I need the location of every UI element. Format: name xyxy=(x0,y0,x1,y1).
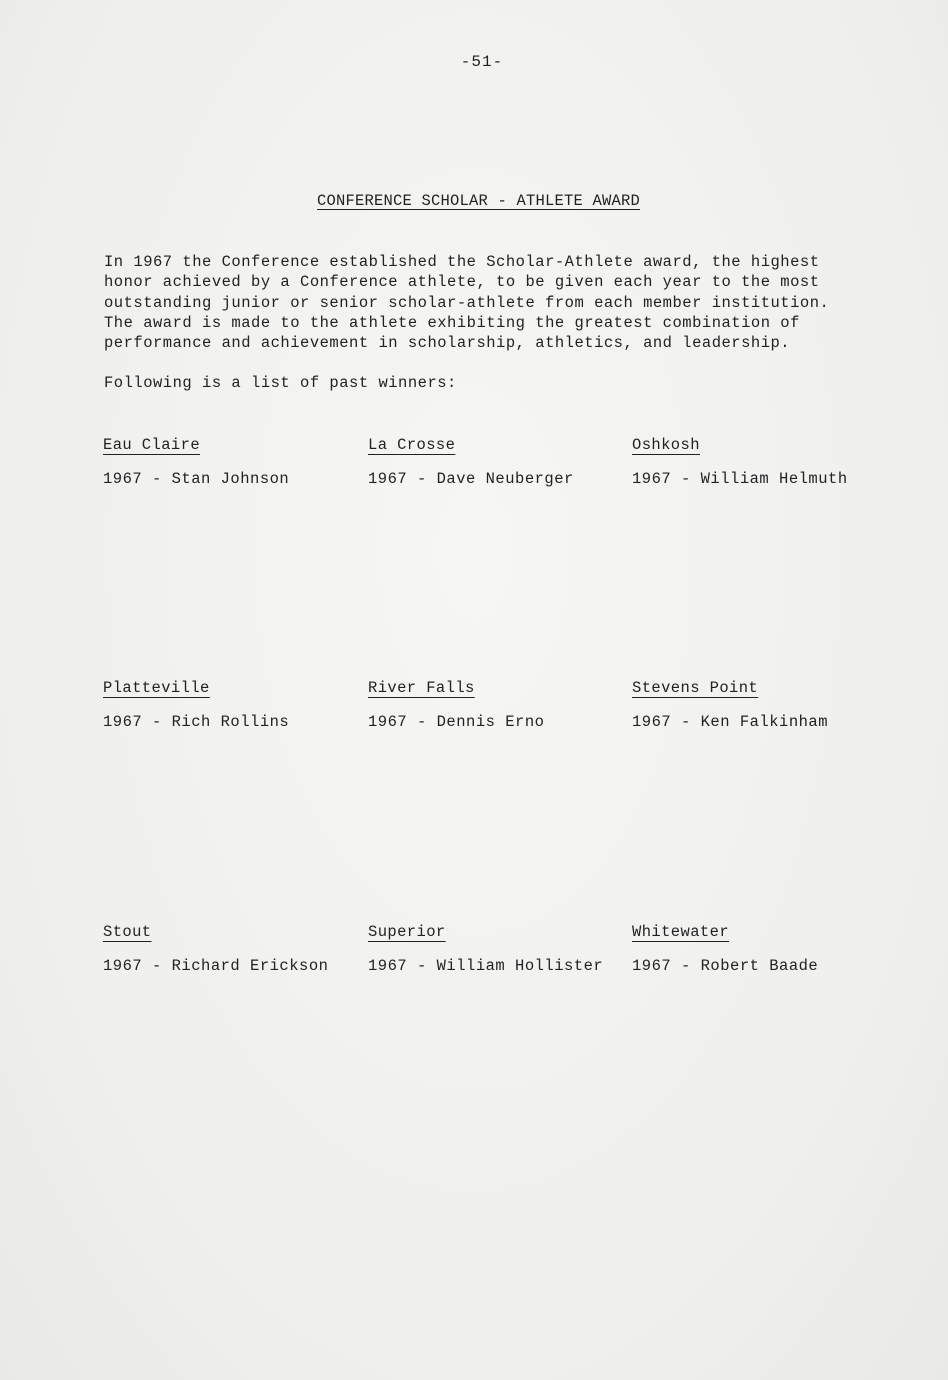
school-name: Oshkosh xyxy=(632,436,700,454)
school-name: Platteville xyxy=(103,679,210,697)
winner-entry: 1967 - Robert Baade xyxy=(632,957,819,975)
school-name: River Falls xyxy=(368,679,475,697)
winner-entry: 1967 - William Helmuth xyxy=(632,470,848,488)
school-name: Superior xyxy=(368,923,446,941)
school-superior xyxy=(368,923,628,975)
school-name: La Crosse xyxy=(368,436,456,454)
winner-entry: 1967 - Dennis Erno xyxy=(368,713,545,731)
school-name: Eau Claire xyxy=(103,436,201,454)
winner-entry: 1967 - Dave Neuberger xyxy=(368,470,574,488)
school-river-falls xyxy=(368,679,628,731)
winner-entry: 1967 - Richard Erickson xyxy=(103,957,329,975)
school-name: Whitewater xyxy=(632,923,730,941)
school-name: Stout xyxy=(103,923,152,941)
school-stevens-point xyxy=(632,679,892,731)
school-eau-claire xyxy=(103,436,363,488)
past-winners-intro: Following is a list of past winners: xyxy=(104,374,457,392)
winner-entry: 1967 - Ken Falkinham xyxy=(632,713,829,731)
winner-entry: 1967 - William Hollister xyxy=(368,957,604,975)
school-name: Stevens Point xyxy=(632,679,759,697)
intro-line: The award is made to the athlete exhibiting the greatest combination of xyxy=(104,313,800,332)
intro-line: performance and achievement in scholarship, athletics, and leadership. xyxy=(104,334,791,353)
intro-line: outstanding junior or senior scholar-athlete from each member institution. xyxy=(104,293,830,312)
school-platteville xyxy=(103,679,363,731)
winner-entry: 1967 - Stan Johnson xyxy=(103,470,290,488)
intro-line: honor achieved by a Conference athlete, to be given each year to the most xyxy=(104,273,820,292)
school-la-crosse xyxy=(368,436,628,488)
school-oshkosh xyxy=(632,436,892,488)
intro-line: In 1967 the Conference established the Scholar-Athlete award, the highest xyxy=(104,253,820,271)
school-stout xyxy=(103,923,363,975)
page-title: CONFERENCE SCHOLAR - ATHLETE AWARD xyxy=(317,192,641,210)
intro-paragraph xyxy=(104,252,884,353)
school-whitewater xyxy=(632,923,892,975)
winner-entry: 1967 - Rich Rollins xyxy=(103,713,290,731)
page-number: -51- xyxy=(460,53,504,71)
